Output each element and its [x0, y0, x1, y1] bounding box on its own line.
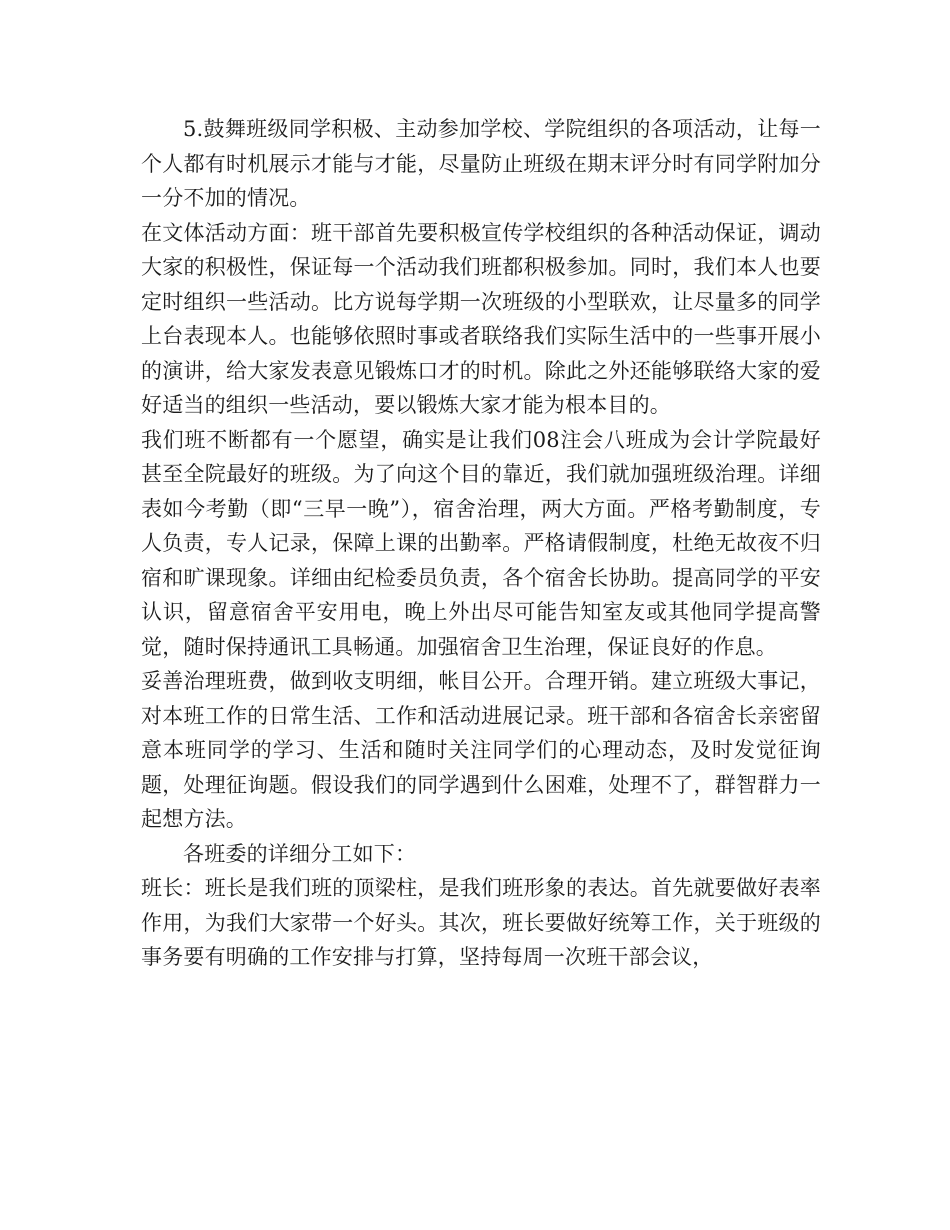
paragraph-class-fees: 妥善治理班费，做到收支明细，帐目公开。合理开销。建立班级大事记，对本班工作的日常生活、工作和活动进展记录。班干部和各宿舍长亲密留意本班同学的学习、生活和随时关注同学们的心理动态，及时发觉征询题，处理征询题。假设我们的同学遇到什么困难，处理不了，群智群力一起想方法。	[141, 669, 821, 831]
paragraph-item-5: 5.鼓舞班级同学积极、主动参加学校、学院组织的各项活动，让每一个人都有时机展示才能与才能，尽量防止班级在期末评分时有同学附加分一分不加的情况。	[141, 117, 821, 210]
paragraph-class-management: 我们班不断都有一个愿望，确实是让我们08注会八班成为会计学院最好甚至全院最好的班级。为了向这个目的靠近，我们就加强班级治理。详细表如今考勤（即“三早一晚”），宿舍治理，两大方面。严格考勤制度，专人负责，专人记录，保障上课的出勤率。严格请假制度，杜绝无故夜不归宿和旷课现象。详细由纪检委员负责，各个宿舍长协助。提高同学的平安认识，留意宿舍平安用电，晚上外出尽可能告知室友或其他同学提高警觉，随时保持通讯工具畅通。加强宿舍卫生治理，保证良好的作息。	[141, 427, 821, 659]
paragraph-division-heading: 各班委的详细分工如下：	[183, 841, 417, 866]
document-body	[141, 112, 821, 975]
paragraph-cultural-activities: 在文体活动方面：班干部首先要积极宣传学校组织的各种活动保证，调动大家的积极性，保证每一个活动我们班都积极参加。同时，我们本人也要定时组织一些活动。比方说每学期一次班级的小型联欢，让尽量多的同学上台表现本人。也能够依照时事或者联络我们实际生活中的一些事开展小的演讲，给大家发表意见锻炼口才的时机。除此之外还能够联络大家的爱好适当的组织一些活动，要以锻炼大家才能为根本目的。	[141, 220, 821, 417]
paragraph-monitor: 班长：班长是我们班的顶梁柱，是我们班形象的表达。首先就要做好表率作用，为我们大家带一个好头。其次，班长要做好统筹工作，关于班级的事务要有明确的工作安排与打算，坚持每周一次班干部会议，	[141, 876, 821, 969]
